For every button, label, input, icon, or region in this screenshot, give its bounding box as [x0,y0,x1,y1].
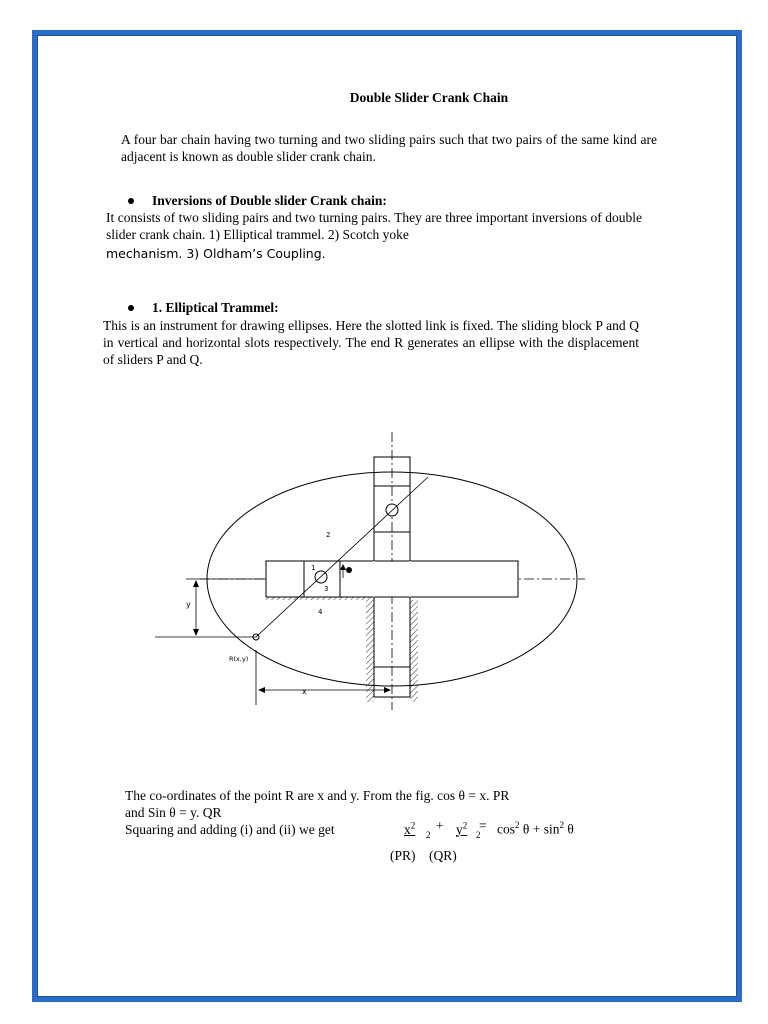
label-2: 2 [326,531,331,539]
label-1: 1 [311,564,316,572]
section1-text-b: mechanism. 3) Oldham’s Coupling. [106,246,326,261]
elliptical-trammel-diagram [150,430,590,720]
intro-paragraph: A four bar chain having two turning and two sliding pairs such that two pairs of the same kind are adjacent is known as double slider crank chain. [121,132,657,164]
section1-text-a: It consists of two sliding pairs and two turning pairs. They are three important inversions of double slider crank chain. 1) Elliptical trammel. 2) Scotch yoke [106,210,642,242]
label-y: y [186,600,191,609]
bullet-icon [128,305,134,311]
coord-line-2: and Sin θ = y. QR [125,805,222,820]
label-4: 4 [318,608,323,616]
section2-text: This is an instrument for drawing ellipses. Here the slotted link is fixed. The sliding block P and Q in vertical and horizontal slots respectively. The end R generates an ellipse with the displacement of sliders P and Q. [103,318,639,367]
ellipse-equation: $x^2$ 2 + $y^2$ 2 = $\cos^2 \theta + \sin^2 \theta$ (PR) (QR) [390,818,574,863]
coord-line-3: Squaring and adding (i) and (ii) we get [125,822,335,837]
coord-line-1: The co-ordinates of the point R are x and y. From the fig. cos θ = x. PR [125,788,510,803]
section1-heading: Inversions of Double slider Crank chain: [128,193,387,209]
page-title: Double Slider Crank Chain [349,90,509,105]
section2-heading: 1. Elliptical Trammel: [128,300,279,316]
label-x: x [302,687,307,696]
bullet-icon [128,198,134,204]
label-r: R(x,y) [229,655,249,663]
label-3: 3 [324,585,329,593]
